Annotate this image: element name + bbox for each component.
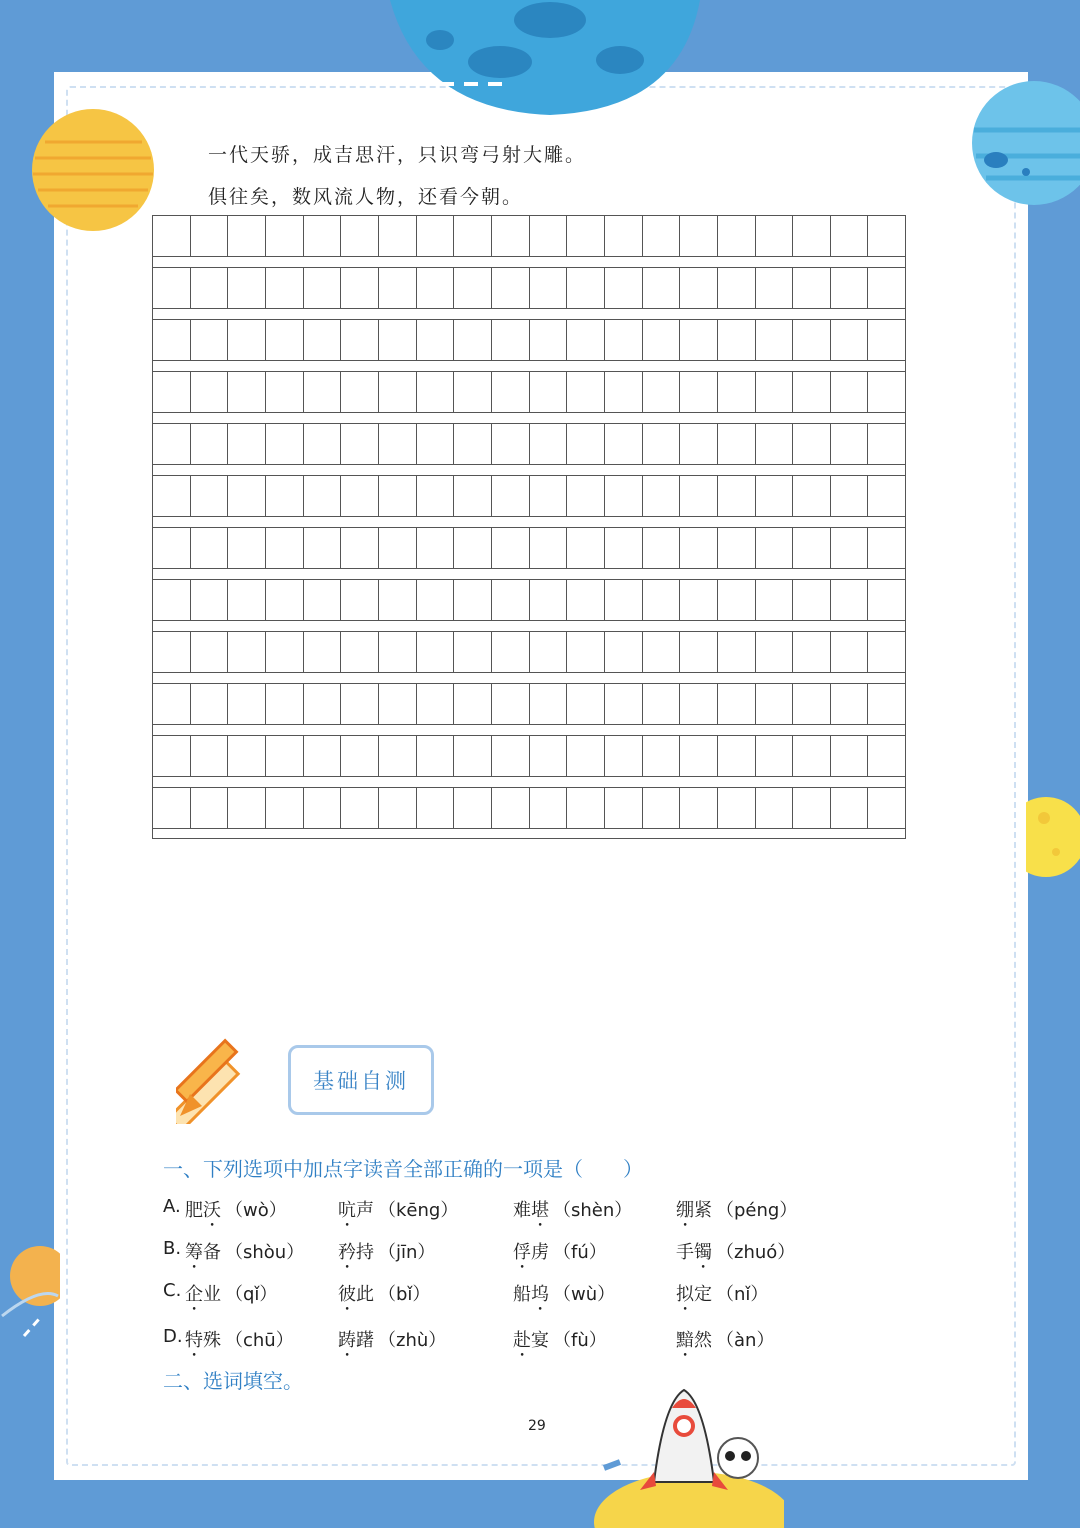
grid-cell[interactable] bbox=[228, 736, 266, 776]
grid-cell[interactable] bbox=[304, 320, 342, 360]
grid-cell[interactable] bbox=[191, 528, 229, 568]
grid-cell[interactable] bbox=[718, 736, 756, 776]
grid-cell[interactable] bbox=[567, 528, 605, 568]
grid-cell[interactable] bbox=[454, 684, 492, 724]
grid-cell[interactable] bbox=[643, 320, 681, 360]
grid-cell[interactable] bbox=[718, 632, 756, 672]
grid-cell[interactable] bbox=[266, 216, 304, 256]
grid-row bbox=[152, 475, 906, 517]
grid-cell[interactable] bbox=[379, 580, 417, 620]
grid-cell[interactable] bbox=[492, 684, 530, 724]
pencil-ruler-icon bbox=[176, 1028, 272, 1124]
grid-cell[interactable] bbox=[605, 632, 643, 672]
grid-cell[interactable] bbox=[153, 632, 191, 672]
grid-cell[interactable] bbox=[868, 320, 905, 360]
option-word: 特殊 （chū） bbox=[185, 1330, 294, 1351]
grid-cell[interactable] bbox=[530, 632, 568, 672]
grid-cell[interactable] bbox=[680, 788, 718, 828]
poem-line-1: 一代天骄，成吉思汗，只识弯弓射大雕。 bbox=[208, 144, 587, 166]
grid-cell[interactable] bbox=[793, 684, 831, 724]
grid-cell[interactable] bbox=[567, 736, 605, 776]
grid-cell[interactable] bbox=[266, 476, 304, 516]
grid-cell[interactable] bbox=[304, 268, 342, 308]
grid-cell[interactable] bbox=[567, 268, 605, 308]
grid-cell[interactable] bbox=[605, 424, 643, 464]
grid-cell[interactable] bbox=[454, 320, 492, 360]
grid-spacer bbox=[152, 517, 906, 527]
grid-row bbox=[152, 215, 906, 257]
grid-cell[interactable] bbox=[228, 580, 266, 620]
grid-cell[interactable] bbox=[643, 788, 681, 828]
grid-cell[interactable] bbox=[831, 788, 869, 828]
grid-cell[interactable] bbox=[228, 372, 266, 412]
grid-cell[interactable] bbox=[417, 476, 455, 516]
grid-cell[interactable] bbox=[567, 788, 605, 828]
grid-cell[interactable] bbox=[266, 372, 304, 412]
question-1-title: 一、下列选项中加点字读音全部正确的一项是（ ） bbox=[163, 1157, 643, 1181]
grid-cell[interactable] bbox=[304, 632, 342, 672]
grid-cell[interactable] bbox=[341, 476, 379, 516]
rocket-panda-icon bbox=[584, 1372, 784, 1528]
grid-cell[interactable] bbox=[868, 580, 905, 620]
grid-cell[interactable] bbox=[793, 580, 831, 620]
grid-cell[interactable] bbox=[793, 216, 831, 256]
grid-spacer bbox=[152, 361, 906, 371]
grid-cell[interactable] bbox=[228, 528, 266, 568]
grid-cell[interactable] bbox=[680, 268, 718, 308]
grid-cell[interactable] bbox=[417, 684, 455, 724]
grid-cell[interactable] bbox=[680, 736, 718, 776]
grid-cell[interactable] bbox=[492, 632, 530, 672]
grid-cell[interactable] bbox=[454, 424, 492, 464]
grid-cell[interactable] bbox=[341, 684, 379, 724]
grid-cell[interactable] bbox=[191, 476, 229, 516]
grid-cell[interactable] bbox=[868, 684, 905, 724]
grid-cell[interactable] bbox=[868, 736, 905, 776]
grid-cell[interactable] bbox=[417, 528, 455, 568]
grid-cell[interactable] bbox=[228, 788, 266, 828]
grid-cell[interactable] bbox=[756, 320, 794, 360]
grid-cell[interactable] bbox=[228, 268, 266, 308]
grid-cell[interactable] bbox=[379, 320, 417, 360]
grid-cell[interactable] bbox=[266, 788, 304, 828]
grid-cell[interactable] bbox=[454, 736, 492, 776]
grid-cell[interactable] bbox=[153, 580, 191, 620]
grid-spacer bbox=[152, 829, 906, 839]
grid-cell[interactable] bbox=[417, 424, 455, 464]
grid-cell[interactable] bbox=[454, 372, 492, 412]
grid-spacer bbox=[152, 725, 906, 735]
planet-icon bbox=[970, 80, 1080, 206]
grid-spacer bbox=[152, 621, 906, 631]
grid-cell[interactable] bbox=[417, 268, 455, 308]
grid-cell[interactable] bbox=[379, 268, 417, 308]
grid-cell[interactable] bbox=[153, 788, 191, 828]
grid-row bbox=[152, 527, 906, 569]
grid-cell[interactable] bbox=[153, 268, 191, 308]
grid-cell[interactable] bbox=[191, 320, 229, 360]
grid-cell[interactable] bbox=[379, 372, 417, 412]
option-letter: D. bbox=[163, 1326, 183, 1347]
grid-cell[interactable] bbox=[567, 216, 605, 256]
grid-cell[interactable] bbox=[680, 632, 718, 672]
grid-cell[interactable] bbox=[793, 528, 831, 568]
option-word: 赴宴 （fù） bbox=[513, 1330, 607, 1351]
grid-cell[interactable] bbox=[228, 632, 266, 672]
option-word: 肥沃 （wò） bbox=[185, 1200, 287, 1221]
grid-cell[interactable] bbox=[643, 216, 681, 256]
grid-spacer bbox=[152, 465, 906, 475]
grid-cell[interactable] bbox=[341, 268, 379, 308]
grid-cell[interactable] bbox=[793, 372, 831, 412]
grid-row bbox=[152, 735, 906, 777]
grid-cell[interactable] bbox=[191, 736, 229, 776]
grid-cell[interactable] bbox=[492, 372, 530, 412]
grid-cell[interactable] bbox=[793, 424, 831, 464]
grid-cell[interactable] bbox=[341, 788, 379, 828]
grid-cell[interactable] bbox=[304, 684, 342, 724]
grid-cell[interactable] bbox=[831, 216, 869, 256]
grid-cell[interactable] bbox=[492, 216, 530, 256]
writing-grid[interactable] bbox=[152, 215, 906, 839]
grid-cell[interactable] bbox=[718, 320, 756, 360]
grid-cell[interactable] bbox=[567, 580, 605, 620]
grid-cell[interactable] bbox=[379, 528, 417, 568]
grid-cell[interactable] bbox=[831, 580, 869, 620]
grid-cell[interactable] bbox=[868, 372, 905, 412]
grid-cell[interactable] bbox=[492, 736, 530, 776]
grid-cell[interactable] bbox=[680, 476, 718, 516]
grid-cell[interactable] bbox=[718, 372, 756, 412]
grid-cell[interactable] bbox=[868, 788, 905, 828]
grid-cell[interactable] bbox=[680, 216, 718, 256]
option-word: 难堪 （shèn） bbox=[513, 1200, 633, 1221]
grid-row bbox=[152, 579, 906, 621]
grid-cell[interactable] bbox=[266, 684, 304, 724]
grid-cell[interactable] bbox=[643, 632, 681, 672]
grid-cell[interactable] bbox=[793, 736, 831, 776]
grid-cell[interactable] bbox=[304, 788, 342, 828]
grid-cell[interactable] bbox=[605, 580, 643, 620]
grid-cell[interactable] bbox=[492, 268, 530, 308]
grid-cell[interactable] bbox=[756, 580, 794, 620]
grid-cell[interactable] bbox=[718, 684, 756, 724]
grid-cell[interactable] bbox=[530, 580, 568, 620]
grid-cell[interactable] bbox=[379, 476, 417, 516]
grid-row bbox=[152, 683, 906, 725]
grid-row bbox=[152, 371, 906, 413]
grid-cell[interactable] bbox=[191, 424, 229, 464]
grid-cell[interactable] bbox=[831, 320, 869, 360]
option-letter: C. bbox=[163, 1280, 182, 1301]
grid-spacer bbox=[152, 309, 906, 319]
grid-cell[interactable] bbox=[266, 320, 304, 360]
grid-spacer bbox=[152, 569, 906, 579]
grid-cell[interactable] bbox=[605, 736, 643, 776]
grid-cell[interactable] bbox=[304, 216, 342, 256]
grid-cell[interactable] bbox=[831, 476, 869, 516]
grid-cell[interactable] bbox=[643, 268, 681, 308]
grid-cell[interactable] bbox=[530, 476, 568, 516]
grid-cell[interactable] bbox=[379, 424, 417, 464]
grid-cell[interactable] bbox=[605, 216, 643, 256]
grid-cell[interactable] bbox=[680, 528, 718, 568]
grid-cell[interactable] bbox=[191, 216, 229, 256]
grid-row bbox=[152, 267, 906, 309]
grid-cell[interactable] bbox=[492, 424, 530, 464]
grid-cell[interactable] bbox=[831, 736, 869, 776]
planet-icon bbox=[0, 1236, 60, 1356]
grid-cell[interactable] bbox=[643, 736, 681, 776]
grid-cell[interactable] bbox=[831, 684, 869, 724]
grid-cell[interactable] bbox=[718, 476, 756, 516]
grid-cell[interactable] bbox=[643, 372, 681, 412]
grid-cell[interactable] bbox=[680, 580, 718, 620]
grid-cell[interactable] bbox=[379, 684, 417, 724]
grid-cell[interactable] bbox=[304, 424, 342, 464]
grid-cell[interactable] bbox=[153, 216, 191, 256]
grid-cell[interactable] bbox=[756, 684, 794, 724]
grid-cell[interactable] bbox=[153, 528, 191, 568]
grid-cell[interactable] bbox=[831, 528, 869, 568]
grid-cell[interactable] bbox=[417, 372, 455, 412]
grid-cell[interactable] bbox=[341, 372, 379, 412]
grid-cell[interactable] bbox=[153, 372, 191, 412]
grid-row bbox=[152, 319, 906, 361]
grid-cell[interactable] bbox=[718, 528, 756, 568]
grid-cell[interactable] bbox=[530, 528, 568, 568]
grid-cell[interactable] bbox=[868, 268, 905, 308]
grid-cell[interactable] bbox=[417, 788, 455, 828]
poem-line-2: 俱往矣，数风流人物，还看今朝。 bbox=[208, 186, 524, 208]
grid-cell[interactable] bbox=[605, 476, 643, 516]
grid-cell[interactable] bbox=[153, 736, 191, 776]
grid-row bbox=[152, 423, 906, 465]
option-word: 吭声 （kēng） bbox=[338, 1200, 459, 1221]
grid-cell[interactable] bbox=[680, 320, 718, 360]
grid-cell[interactable] bbox=[530, 372, 568, 412]
grid-row bbox=[152, 787, 906, 829]
option-word: 筹备 （shòu） bbox=[185, 1242, 305, 1263]
option-word: 企业 （qǐ） bbox=[185, 1284, 278, 1305]
grid-cell[interactable] bbox=[228, 320, 266, 360]
grid-cell[interactable] bbox=[304, 528, 342, 568]
grid-cell[interactable] bbox=[191, 372, 229, 412]
grid-cell[interactable] bbox=[756, 788, 794, 828]
grid-cell[interactable] bbox=[718, 580, 756, 620]
grid-cell[interactable] bbox=[191, 268, 229, 308]
grid-cell[interactable] bbox=[756, 216, 794, 256]
grid-spacer bbox=[152, 777, 906, 787]
grid-cell[interactable] bbox=[605, 372, 643, 412]
grid-cell[interactable] bbox=[379, 216, 417, 256]
option-letter: A. bbox=[163, 1196, 181, 1217]
option-word: 拟定 （nǐ） bbox=[676, 1284, 769, 1305]
grid-cell[interactable] bbox=[868, 528, 905, 568]
grid-cell[interactable] bbox=[756, 476, 794, 516]
grid-cell[interactable] bbox=[756, 528, 794, 568]
grid-cell[interactable] bbox=[793, 788, 831, 828]
grid-cell[interactable] bbox=[266, 424, 304, 464]
grid-cell[interactable] bbox=[643, 684, 681, 724]
option-word: 黯然 （àn） bbox=[676, 1330, 775, 1351]
grid-cell[interactable] bbox=[191, 788, 229, 828]
grid-cell[interactable] bbox=[567, 476, 605, 516]
grid-cell[interactable] bbox=[266, 268, 304, 308]
grid-cell[interactable] bbox=[454, 268, 492, 308]
grid-cell[interactable] bbox=[454, 788, 492, 828]
grid-cell[interactable] bbox=[793, 476, 831, 516]
grid-cell[interactable] bbox=[831, 372, 869, 412]
grid-cell[interactable] bbox=[492, 320, 530, 360]
grid-cell[interactable] bbox=[341, 216, 379, 256]
grid-cell[interactable] bbox=[492, 788, 530, 828]
question-2-title: 二、选词填空。 bbox=[163, 1369, 303, 1393]
option-word: 彼此 （bǐ） bbox=[338, 1284, 431, 1305]
grid-cell[interactable] bbox=[756, 736, 794, 776]
grid-cell[interactable] bbox=[793, 632, 831, 672]
grid-cell[interactable] bbox=[266, 580, 304, 620]
grid-cell[interactable] bbox=[341, 632, 379, 672]
grid-cell[interactable] bbox=[454, 528, 492, 568]
grid-cell[interactable] bbox=[756, 424, 794, 464]
grid-cell[interactable] bbox=[417, 632, 455, 672]
grid-cell[interactable] bbox=[454, 580, 492, 620]
option-letter: B. bbox=[163, 1238, 182, 1259]
grid-cell[interactable] bbox=[756, 632, 794, 672]
grid-spacer bbox=[152, 673, 906, 683]
grid-cell[interactable] bbox=[530, 216, 568, 256]
grid-cell[interactable] bbox=[718, 216, 756, 256]
option-word: 踌躇 （zhù） bbox=[338, 1330, 447, 1351]
grid-cell[interactable] bbox=[530, 736, 568, 776]
grid-cell[interactable] bbox=[605, 268, 643, 308]
grid-cell[interactable] bbox=[266, 528, 304, 568]
grid-cell[interactable] bbox=[718, 268, 756, 308]
grid-cell[interactable] bbox=[718, 788, 756, 828]
grid-cell[interactable] bbox=[680, 372, 718, 412]
option-word: 手镯 （zhuó） bbox=[676, 1242, 796, 1263]
grid-cell[interactable] bbox=[605, 684, 643, 724]
grid-cell[interactable] bbox=[191, 684, 229, 724]
grid-cell[interactable] bbox=[831, 268, 869, 308]
grid-cell[interactable] bbox=[793, 320, 831, 360]
grid-spacer bbox=[152, 257, 906, 267]
grid-cell[interactable] bbox=[417, 580, 455, 620]
grid-cell[interactable] bbox=[756, 372, 794, 412]
grid-cell[interactable] bbox=[304, 580, 342, 620]
grid-cell[interactable] bbox=[605, 528, 643, 568]
grid-cell[interactable] bbox=[266, 736, 304, 776]
grid-cell[interactable] bbox=[379, 788, 417, 828]
grid-cell[interactable] bbox=[417, 736, 455, 776]
grid-cell[interactable] bbox=[266, 632, 304, 672]
grid-cell[interactable] bbox=[454, 632, 492, 672]
grid-cell[interactable] bbox=[530, 268, 568, 308]
grid-cell[interactable] bbox=[530, 684, 568, 724]
grid-cell[interactable] bbox=[643, 424, 681, 464]
grid-cell[interactable] bbox=[492, 476, 530, 516]
grid-cell[interactable] bbox=[793, 268, 831, 308]
planet-icon bbox=[30, 108, 156, 232]
grid-cell[interactable] bbox=[341, 320, 379, 360]
grid-cell[interactable] bbox=[379, 736, 417, 776]
grid-cell[interactable] bbox=[153, 424, 191, 464]
grid-cell[interactable] bbox=[304, 372, 342, 412]
grid-cell[interactable] bbox=[868, 424, 905, 464]
section-badge: 基础自测 bbox=[288, 1045, 434, 1115]
grid-cell[interactable] bbox=[530, 320, 568, 360]
grid-cell[interactable] bbox=[191, 580, 229, 620]
grid-cell[interactable] bbox=[454, 216, 492, 256]
grid-spacer bbox=[152, 413, 906, 423]
grid-cell[interactable] bbox=[454, 476, 492, 516]
grid-cell[interactable] bbox=[530, 788, 568, 828]
grid-cell[interactable] bbox=[680, 424, 718, 464]
planet-icon bbox=[1026, 796, 1080, 878]
planet-icon bbox=[380, 0, 700, 120]
grid-cell[interactable] bbox=[341, 528, 379, 568]
grid-cell[interactable] bbox=[228, 684, 266, 724]
grid-cell[interactable] bbox=[831, 424, 869, 464]
grid-cell[interactable] bbox=[567, 424, 605, 464]
grid-cell[interactable] bbox=[718, 424, 756, 464]
grid-cell[interactable] bbox=[228, 216, 266, 256]
grid-cell[interactable] bbox=[492, 528, 530, 568]
grid-cell[interactable] bbox=[191, 632, 229, 672]
grid-cell[interactable] bbox=[831, 632, 869, 672]
grid-cell[interactable] bbox=[530, 424, 568, 464]
grid-cell[interactable] bbox=[341, 580, 379, 620]
grid-cell[interactable] bbox=[492, 580, 530, 620]
grid-cell[interactable] bbox=[153, 684, 191, 724]
grid-cell[interactable] bbox=[643, 476, 681, 516]
grid-cell[interactable] bbox=[567, 632, 605, 672]
grid-cell[interactable] bbox=[605, 788, 643, 828]
grid-cell[interactable] bbox=[643, 528, 681, 568]
page-number: 29 bbox=[528, 1418, 546, 1434]
option-word: 绷紧 （péng） bbox=[676, 1200, 798, 1221]
grid-cell[interactable] bbox=[567, 320, 605, 360]
grid-cell[interactable] bbox=[341, 424, 379, 464]
grid-cell[interactable] bbox=[680, 684, 718, 724]
grid-cell[interactable] bbox=[228, 424, 266, 464]
grid-cell[interactable] bbox=[341, 736, 379, 776]
grid-row bbox=[152, 631, 906, 673]
grid-cell[interactable] bbox=[868, 476, 905, 516]
grid-cell[interactable] bbox=[417, 320, 455, 360]
grid-cell[interactable] bbox=[756, 268, 794, 308]
option-word: 矜持 （jīn） bbox=[338, 1242, 436, 1263]
grid-cell[interactable] bbox=[379, 632, 417, 672]
grid-cell[interactable] bbox=[153, 320, 191, 360]
grid-cell[interactable] bbox=[153, 476, 191, 516]
grid-cell[interactable] bbox=[605, 320, 643, 360]
grid-cell[interactable] bbox=[868, 216, 905, 256]
grid-cell[interactable] bbox=[567, 684, 605, 724]
grid-cell[interactable] bbox=[304, 476, 342, 516]
grid-cell[interactable] bbox=[417, 216, 455, 256]
grid-cell[interactable] bbox=[567, 372, 605, 412]
grid-cell[interactable] bbox=[868, 632, 905, 672]
option-word: 船坞 （wù） bbox=[513, 1284, 616, 1305]
grid-cell[interactable] bbox=[228, 476, 266, 516]
option-word: 俘虏 （fú） bbox=[513, 1242, 607, 1263]
grid-cell[interactable] bbox=[643, 580, 681, 620]
grid-cell[interactable] bbox=[304, 736, 342, 776]
